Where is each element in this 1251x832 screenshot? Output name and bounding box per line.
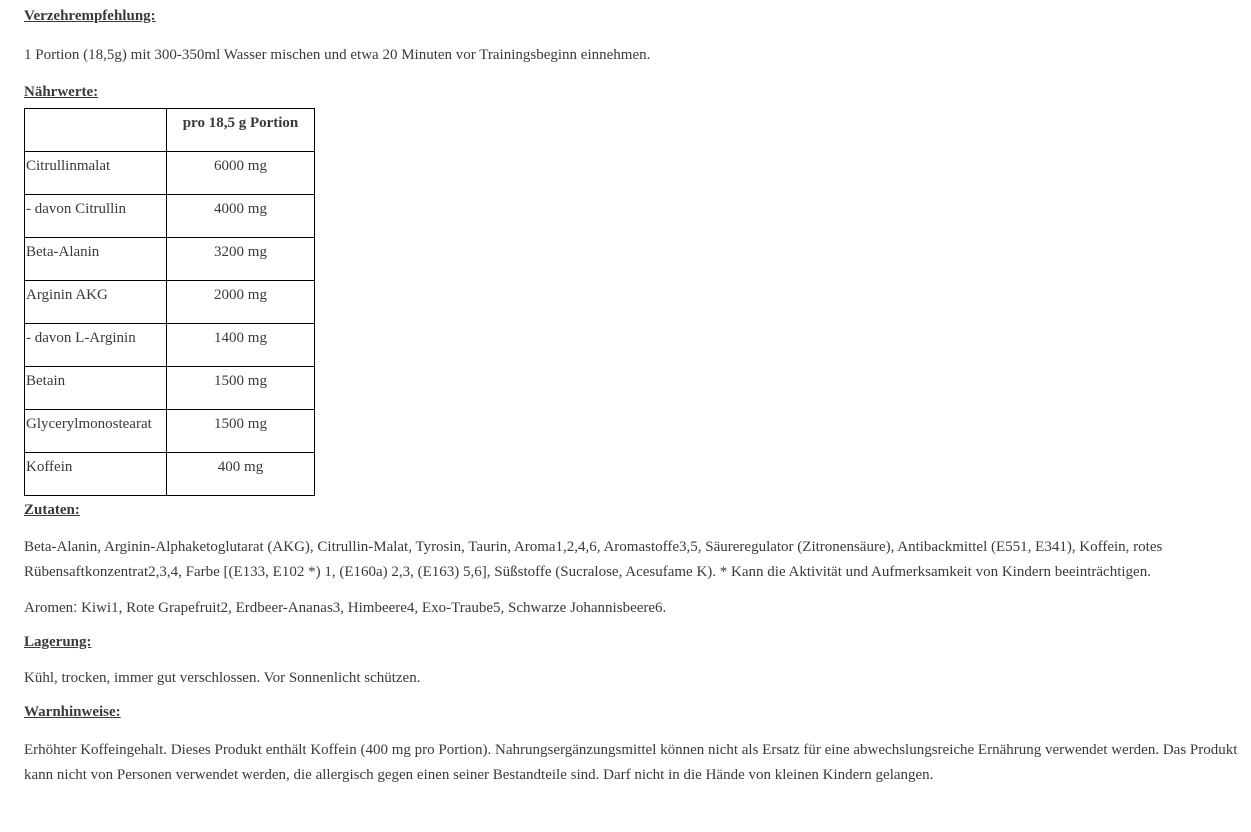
nutrient-name: Arginin AKG <box>25 281 167 324</box>
nutrient-amount: 4000 mg <box>167 195 315 238</box>
warnhinweise-text: Erhöhter Koffeingehalt. Dieses Produkt enthält Koffein (400 mg pro Portion). Nahrungsergänzungsmittel können nicht als Ersatz für eine abwechslungsreiche Ernährung verwendet werden. Das Produkt kann nicht von Personen verwendet werden, die allergisch gegen einen seiner Bestandteile sind. Darf nicht in die Hände von kleinen Kindern gelangen. <box>24 742 1238 783</box>
table-row <box>25 152 315 195</box>
table-row <box>25 238 315 281</box>
table-header-cell: pro 18,5 g Portion <box>167 109 315 152</box>
table-row <box>25 324 315 367</box>
table-header-row <box>25 109 315 152</box>
nutrient-name: - davon L-Arginin <box>25 324 167 367</box>
nutrient-name: - davon Citrullin <box>25 195 167 238</box>
nutrient-amount: 1500 mg <box>167 367 315 410</box>
warnhinweise-heading: Warnhinweise: <box>24 704 121 720</box>
nutrient-amount: 6000 mg <box>167 152 315 195</box>
nutrient-name: Citrullinmalat <box>25 152 167 195</box>
verzehrempfehlung-heading: Verzehrempfehlung: <box>24 8 156 24</box>
nutrient-amount: 400 mg <box>167 453 315 496</box>
aromen-colon: : <box>73 599 78 616</box>
lagerung-heading: Lagerung: <box>24 634 92 650</box>
table-row <box>25 453 315 496</box>
verzehrempfehlung-text: 1 Portion (18,5g) mit 300-350ml Wasser mischen und etwa 20 Minuten vor Trainingsbeginn einnehmen. <box>24 47 651 63</box>
nutrient-name: Betain <box>25 367 167 410</box>
zutaten-text: Beta-Alanin, Arginin-Alphaketoglutarat (AKG), Citrullin-Malat, Tyrosin, Taurin, Aroma1,2,4,6, Aromastoffe3,5, Säureregulator (Zitronensäure), Antibackmittel (E551, E341), Koffein, rotes Rübensaftkonzentrat2,3,4, Farbe [(E133, E102 *) 1, (E160a) 2,3, (E163) 5,6], Süßstoffe (Sucralose, Acesufame K). * Kann die Aktivität und Aufmerksamkeit von Kindern beeinträchtigen. <box>24 539 1163 580</box>
aromen-text <box>24 595 1239 621</box>
naehrwerte-heading: Nährwerte: <box>24 84 99 100</box>
aromen-list: Kiwi1, Rote Grapefruit2, Erdbeer-Ananas3, Himbeere4, Exo-Traube5, Schwarze Johannisbeere6. <box>77 600 667 616</box>
product-info <box>24 0 1239 788</box>
zutaten-heading: Zutaten: <box>24 502 80 518</box>
aromen-label: Aromen <box>24 600 74 616</box>
nutrient-name: Beta-Alanin <box>25 238 167 281</box>
nutrient-name: Koffein <box>25 453 167 496</box>
table-header-cell <box>25 109 167 152</box>
table-row <box>25 367 315 410</box>
nutrient-amount: 1400 mg <box>167 324 315 367</box>
nutrient-amount: 1500 mg <box>167 410 315 453</box>
nutrient-amount: 3200 mg <box>167 238 315 281</box>
nutrient-name: Glycerylmonostearat <box>25 410 167 453</box>
table-row <box>25 195 315 238</box>
table-row <box>25 281 315 324</box>
nutrition-table <box>24 108 315 496</box>
nutrient-amount: 2000 mg <box>167 281 315 324</box>
lagerung-text: Kühl, trocken, immer gut verschlossen. Vor Sonnenlicht schützen. <box>24 670 421 686</box>
table-row <box>25 410 315 453</box>
